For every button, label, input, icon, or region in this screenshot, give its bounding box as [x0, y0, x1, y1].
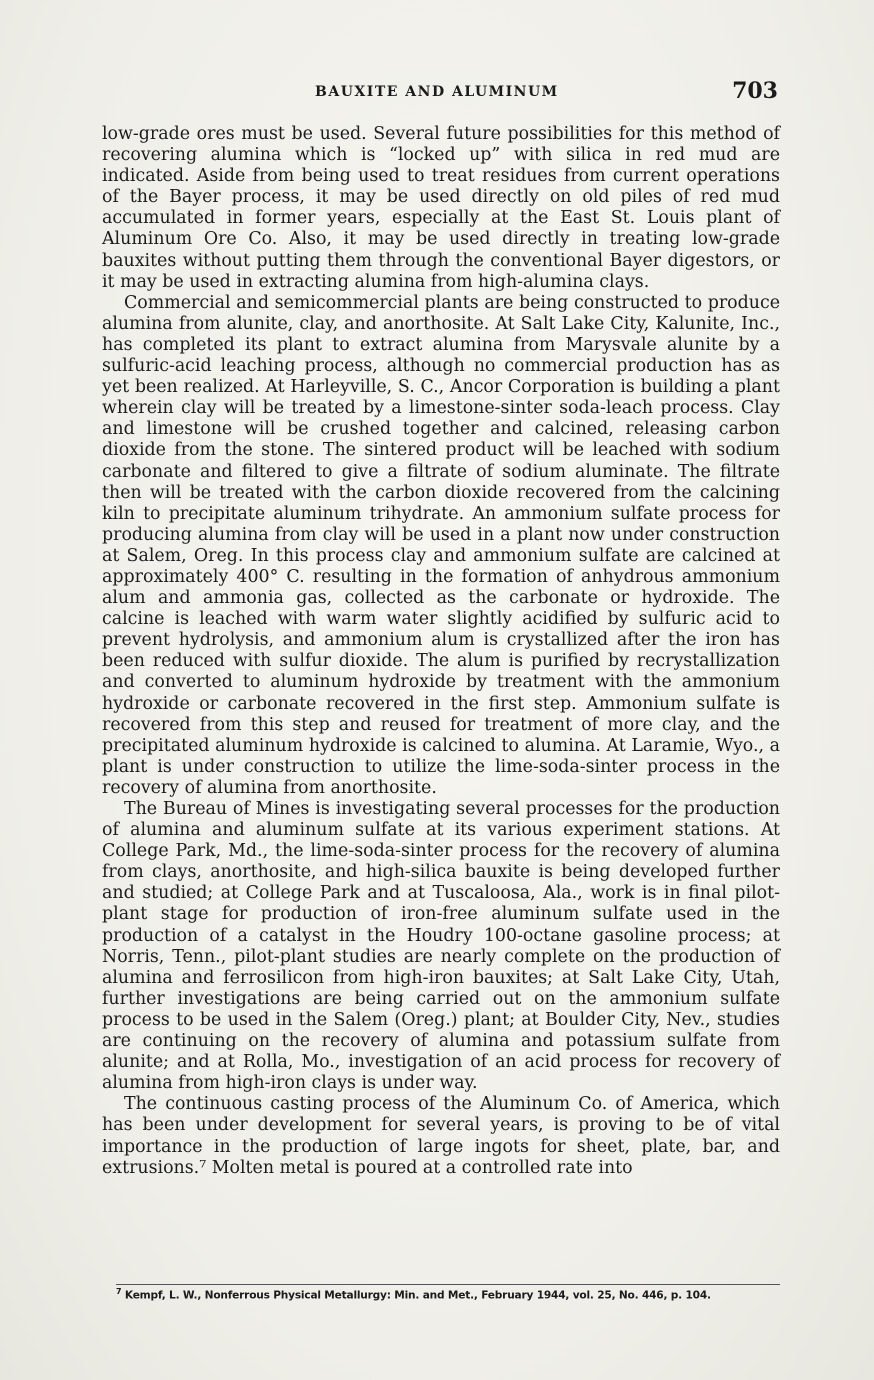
footnote-text: Kempf, L. W., Nonferrous Physical Metallurgy: Min. and Met., February 1944, vol. 25, No. 446, p. 104.: [124, 1289, 711, 1302]
footnote-mark: 7: [116, 1287, 122, 1296]
paragraph-1: low-grade ores must be used. Several future possibilities for this method of recovering alumina which is “locked up” with silica in red mud are indicated. Aside from being used to treat residues from current operations of the Bayer process, it may be used directly on old piles of red mud accumulated in former years, especially at the East St. Louis plant of Aluminum Ore Co. Also, it may be used directly in treating low-grade bauxites without putting them through the conventional Bayer digestors, or it may be used in extracting alumina from high-alumina clays.: [102, 124, 780, 292]
running-title: BAUXITE AND ALUMINUM: [315, 84, 559, 100]
footnote: [116, 1284, 780, 1302]
page-header: [100, 78, 780, 108]
paragraph-2: Commercial and semicommercial plants are being constructed to produce alumina from alunite, clay, and anorthosite. At Salt Lake City, Kalunite, Inc., has completed its plant to extract alumina from Marysvale alunite by a sulfuric-acid leaching process, although no commercial production has as yet been realized. At Harleyville, S. C., Ancor Corporation is building a plant wherein clay will be treated by a limestone-sinter soda-leach process. Clay and limestone will be crushed together and calcined, releasing carbon dioxide from the stone. The sintered product will be leached with sodium carbonate and filtered to give a filtrate of sodium aluminate. The filtrate then will be treated with the carbon dioxide recovered from the calcining kiln to precipitate aluminum trihydrate. An ammonium sulfate process for producing alumina from clay will be used in a plant now under construction at Salem, Oreg. In this process clay and ammonium sulfate are calcined at approximately 400° C. resulting in the formation of anhydrous ammonium alum and ammonia gas, collected as the carbonate or hydroxide. The calcine is leached with warm water slightly acidified by sulfuric acid to prevent hydrolysis, and ammonium alum is crystallized after the iron has been reduced with sulfur dioxide. The alum is purified by recrystallization and converted to aluminum hydroxide by treatment with the ammonium hydroxide or carbonate recovered in the first step. Ammonium sulfate is recovered from this step and reused for treatment of more clay, and the precipitated aluminum hydroxide is calcined to alumina. At Laramie, Wyo., a plant is under construction to utilize the lime-soda-sinter process in the recovery of alumina from anorthosite.: [102, 292, 780, 798]
page-body: [102, 124, 780, 1179]
paragraph-3: The Bureau of Mines is investigating several processes for the production of alumina and aluminum sulfate at its various experiment stations. At College Park, Md., the lime-soda-sinter process for the recovery of alumina from clays, anorthosite, and high-silica bauxite is being developed further and studied; at College Park and at Tuscaloosa, Ala., work is in final pilot-plant stage for production of iron-free aluminum sulfate used in the production of a catalyst in the Houdry 100-octane gasoline process; at Norris, Tenn., pilot-plant studies are nearly complete on the production of alumina and ferrosilicon from high-iron bauxites; at Salt Lake City, Utah, further investigations are being carried out on the ammonium sulfate process to be used in the Salem (Oreg.) plant; at Boulder City, Nev., studies are continuing on the recovery of alumina and potassium sulfate from alunite; and at Rolla, Mo., investigation of an acid process for recovery of alumina from high-iron clays is under way.: [102, 799, 780, 1094]
page-number: 703: [732, 78, 778, 104]
paragraph-4: The continuous casting process of the Aluminum Co. of America, which has been under development for several years, is proving to be of vital importance in the production of large ingots for sheet, plate, bar, and extrusions.⁷ Molten metal is poured at a controlled rate into: [102, 1094, 780, 1178]
